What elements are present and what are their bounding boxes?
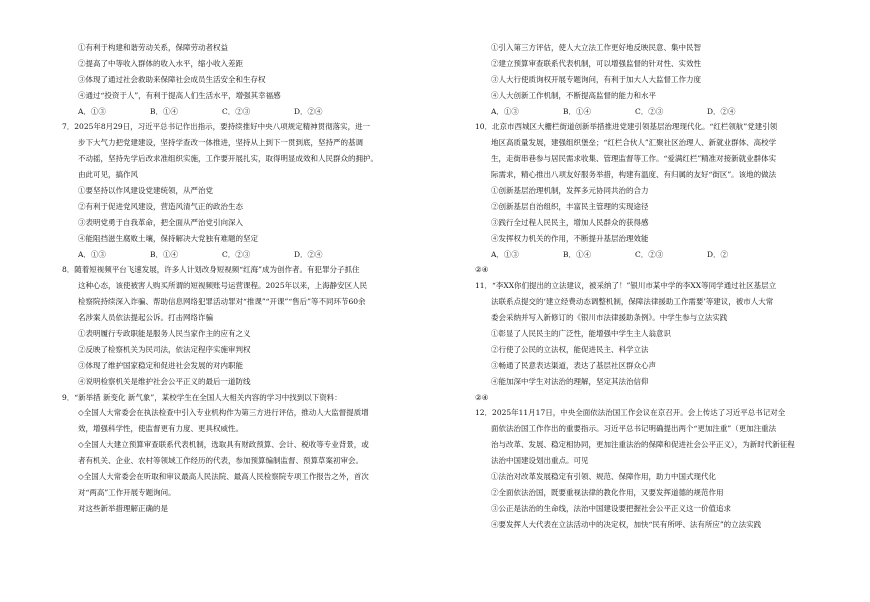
- text-line: 法治中国建设划出重点。可见: [491, 456, 589, 466]
- text-line: 治与改革、发展、稳定相协同，更加注重法治的保障和促进社会公平正义），为新时代新征程: [491, 440, 795, 450]
- text-line: 不动摇，坚持先学后改求准组织实施，工作要开展扎实，取得明显成效和人民群众的拥护。: [78, 154, 378, 164]
- answer-option: A．①③: [491, 249, 519, 259]
- answer-option: A．①③: [78, 249, 106, 259]
- answer-option: C．②③: [222, 249, 251, 259]
- text-line: ④人大创新工作机制，不断提高监督的能力和水平: [491, 90, 656, 100]
- text-line: ◇全国人大常委会在执法检查中引入专业机构作为第三方进行评估，推动人大监督提质增: [78, 408, 369, 418]
- text-line: 际需求，精心推出八项友好服务举措，构建有温度、有归属的友好“街区”。该地的做法: [491, 170, 777, 180]
- question-stem: 12．2025年11月17日，中央全面依法治国工作会议在京召开。会上传达了习近平总书记对全: [475, 408, 786, 418]
- text-line: ③体现了维护国家稳定和促进社会发展的对内职能: [78, 360, 243, 370]
- text-line: 检察院持续深入诈骗、帮助信息网络犯罪活动罪对“推课”“开课”“售后”等不同环节60余: [78, 297, 366, 307]
- answer-option: A．①③: [491, 106, 519, 116]
- answer-option: B．①④: [150, 249, 179, 259]
- text-line: ◇全国人大建立预算审查联系代表机制，选取具有财政预算、会计、税收等专业背景，或: [78, 440, 369, 450]
- text-line: 名涉案人员依法提起公诉。打击网络诈骗: [78, 313, 213, 323]
- text-line: 效，增强科学性，使监督更有力度、更具权威性。: [78, 424, 243, 434]
- text-line: 法联系点提交的‘建立经费动态调整机制，保障法律援助工作需要’等建议，被市人大常: [491, 297, 774, 307]
- text-line: 由此可见，搞作风: [78, 170, 138, 180]
- question-stem: 8．随着短视频平台飞速发展，许多人计划改身短视频“红海”成为创作者。有犯罪分子抓住: [62, 265, 360, 275]
- text-line: 者有机关、企业、农村等领域工作经历的代表，参加预算编制监督、预算草案初审会。: [78, 456, 363, 466]
- text-line: ①表明履行专政职能是服务人民当家作主的应有之义: [78, 329, 251, 339]
- text-line: ③人大行使质询权开展专题询问，有利于加大人大监督工作力度: [491, 74, 701, 84]
- text-line: ④通过“投资于人”，有利于提高人们生活水平，增强其幸福感: [78, 90, 281, 100]
- text-line: ◇全国人大常委会在听取和审议最高人民法院、最高人民检察院专项工作报告之外，首次: [78, 472, 369, 482]
- text-line: 委会采纳并写入新修订的《银川市法律援助条例》。中学生参与立法实践: [491, 313, 728, 323]
- answer-options: [475, 104, 853, 120]
- text-line: ③公正是法治的生命线，法治中国建设要把握社会公平正义这一价值追求: [491, 503, 731, 513]
- answer-option: D．②④: [294, 249, 323, 259]
- text-line: 对“两高”工作开展专题询问。: [78, 487, 176, 497]
- answer-option: C．②③: [635, 249, 664, 259]
- question-stem: 9．“新举措 新变化 新气象”，某校学生在全国人大相关内容的学习中找到以下资料：: [62, 392, 342, 402]
- text-line: 步下大气力把党建建设，坚持学查改一体推进，坚持从上到下一贯到底，坚持严的基调: [78, 138, 363, 148]
- answer-option: C．②③: [222, 106, 251, 116]
- text-line: 对这些新举措理解正确的是: [78, 503, 168, 513]
- answer-option: C．②③: [635, 106, 664, 116]
- text-line: ②全面依法治国，既要重视法律的教化作用，又要发挥道德的规范作用: [491, 487, 724, 497]
- answer-option: D．②: [707, 249, 729, 259]
- text-line: ③践行全过程人民民主，增加人民群众的获得感: [491, 217, 649, 227]
- text-line: 这种心态，该使被害人购买所谓的短视频账号运营课程。2025年以来，上海静安区人民: [78, 281, 368, 291]
- text-line: ②提高了中等收入群体的收入水平，缩小收入差距: [78, 58, 243, 68]
- answer-option: B．①④: [563, 106, 592, 116]
- answer-option: A．①③: [78, 106, 106, 116]
- text-line: ④能阻挡滋生腐败土壤，保持解决大党独有难题的坚定: [78, 233, 258, 243]
- question-stem: 7．2025年8月29日，习近平总书记作出指示，要持续推好中央八项规定精神贯彻落实，进一: [62, 122, 371, 132]
- text-line: ②创新基层自治组织，丰富民主管理的实现途径: [491, 201, 649, 211]
- text-line: 生，走街串巷参与居民需求收集、管理监督等工作。“爱满红栏”精准对接新就业群体实: [491, 154, 777, 164]
- text-line: ①彰显了人民民主的广泛性，能增强中学生主人翁意识: [491, 329, 671, 339]
- text-line: ②有利于促进党风建设，营造风清气正的政治生态: [78, 201, 243, 211]
- question-stem: 11．“李XX你们提出的立法建议，被采纳了！”银川市某中学的李XX等同学通过社区基层立: [475, 281, 777, 291]
- text-line: ②行使了公民的立法权，能促进民主、科学立法: [491, 344, 649, 354]
- answer-option: D．②④: [294, 106, 323, 116]
- question-stem: ②④: [475, 265, 489, 275]
- answer-option: B．①④: [563, 249, 592, 259]
- text-line: ④发挥权力机关的作用，不断提升基层治理效能: [491, 233, 649, 243]
- text-line: ①创新基层治理机制，发挥多元协同共治的合力: [491, 186, 649, 196]
- text-line: ③畅通了民意表达渠道，表达了基层社区群众心声: [491, 360, 656, 370]
- question-stem: ②④: [475, 392, 489, 402]
- text-line: ②建立预算审查联系代表机制，可以增强监督的针对性、实效性: [491, 58, 701, 68]
- right-column: [475, 40, 853, 533]
- question-stem: 10．北京市西城区大栅栏街道创新举措推进党建引领基层治理现代化。“红栏领航”党建引领: [475, 122, 778, 132]
- answer-options: [62, 104, 440, 120]
- answer-option: D．②④: [707, 106, 736, 116]
- answer-options: [62, 247, 440, 263]
- left-column: [62, 40, 440, 517]
- text-line: ④说明检察机关是维护社会公平正义的最后一道防线: [78, 376, 251, 386]
- answer-options: [475, 247, 853, 263]
- text-line: 地区高质量发展，建强组织堡垒；“红栏合伙人”汇聚社区治理人、新就业群体、高校学: [491, 138, 777, 148]
- text-line: ④能加深中学生对法治的理解，坚定其法治信仰: [491, 376, 649, 386]
- text-line: ③体现了通过社会救助来保障社会成员生活安全和生存权: [78, 74, 266, 84]
- text-line: ①要坚持以作风建设党建统领，从严治党: [78, 186, 213, 196]
- text-line: ②反映了检察机关为民司法，依法定程序实施审判权: [78, 344, 251, 354]
- text-line: 面依法治国工作作出的重要指示。习近平总书记明确提出两个“更加注重”（更加注重法: [491, 424, 777, 434]
- text-line: ④要发挥人大代表在立法活动中的决定权，加快“民有所呼、法有所应”的立法实践: [491, 519, 762, 529]
- text-line: ③表明党勇于自我革命，把全面从严治党引向深入: [78, 217, 243, 227]
- text-line: ①法治对改革发展稳定有引领、规范、保障作用，助力中国式现代化: [491, 472, 716, 482]
- answer-option: B．①④: [150, 106, 179, 116]
- text-line: ①有利于构建和谐劳动关系，保障劳动者权益: [78, 43, 228, 52]
- text-line: ①引入第三方评估，使人大立法工作更好地反映民意、集中民智: [491, 43, 701, 52]
